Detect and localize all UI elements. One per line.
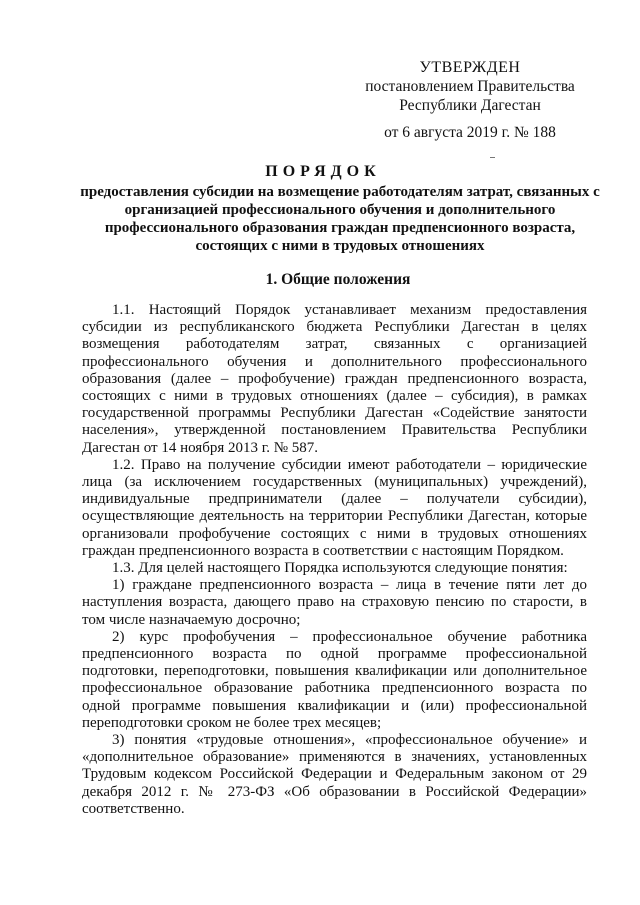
definition-1: 1) граждане предпенсионного возраста – лица в течение пяти лет до наступления возраста, дающего право на страховую пенсию по старости, в том числе назначаемую досрочно; — [82, 577, 587, 628]
section-body — [82, 302, 587, 818]
approval-stamp: УТВЕРЖДЕН — [419, 59, 521, 76]
document-title: ПОРЯДОК — [265, 163, 381, 180]
scan-mark — [490, 157, 495, 158]
approval-region: Республики Дагестан — [399, 97, 541, 114]
definition-3: 3) понятия «трудовые отношения», «профессиональное обучение» и «дополнительное образование» применяются в значениях, установленных Трудовым кодексом Российской Федерации и Федеральным законом от 29 декабря 2012 г. № 273-ФЗ «Об образовании в Российской Федерации» соответственно. — [82, 732, 587, 817]
paragraph-1-2: 1.2. Право на получение субсидии имеют работодатели – юридические лица (за исключением государственных (муниципальных) учреждений), индивидуальные предприниматели (далее – получатели субсидии), осуществляющие деятельность на территории Республики Дагестан, которые организовали профобучение состоящих с ними в трудовых отношениях граждан предпенсионного возраста в соответствии с настоящим Порядком. — [82, 456, 587, 559]
document-subtitle: предоставления субсидии на возмещение работодателям затрат, связанных с организацией профессионального обучения и дополнительного профессионального образования граждан предпенсионного возраста, состоящих с ними в трудовых отношениях — [80, 184, 600, 254]
definition-2: 2) курс профобучения – профессиональное обучение работника предпенсионного возраста по одной программе профессиональной подготовки, переподготовки, повышения квалификации или дополнительное профессиональное образование работника предпенсионного возраста по одной программе повышения квалификации и (или) профессиональной переподготовки сроком не более трех месяцев; — [82, 628, 587, 731]
section-heading: 1. Общие положения — [265, 271, 411, 288]
paragraph-1-1: 1.1. Настоящий Порядок устанавливает механизм предоставления субсидии из республиканского бюджета Республики Дагестан в целях возмещения работодателям затрат, связанных с организацией профессионального обучения и дополнительного профессионального образования (далее – профобучение) граждан предпенсионного возраста, состоящих с ними в трудовых отношениях (далее – субсидия), в рамках государственной программы Республики Дагестан «Содействие занятости населения», утвержденной постановлением Правительства Республики Дагестан от 14 ноября 2013 г. № 587. — [82, 302, 587, 456]
approval-authority: постановлением Правительства — [365, 78, 575, 95]
approval-block — [355, 58, 585, 142]
approval-date: от 6 августа 2019 г. № 188 — [384, 124, 556, 141]
paragraph-1-3: 1.3. Для целей настоящего Порядка используются следующие понятия: — [112, 560, 568, 577]
